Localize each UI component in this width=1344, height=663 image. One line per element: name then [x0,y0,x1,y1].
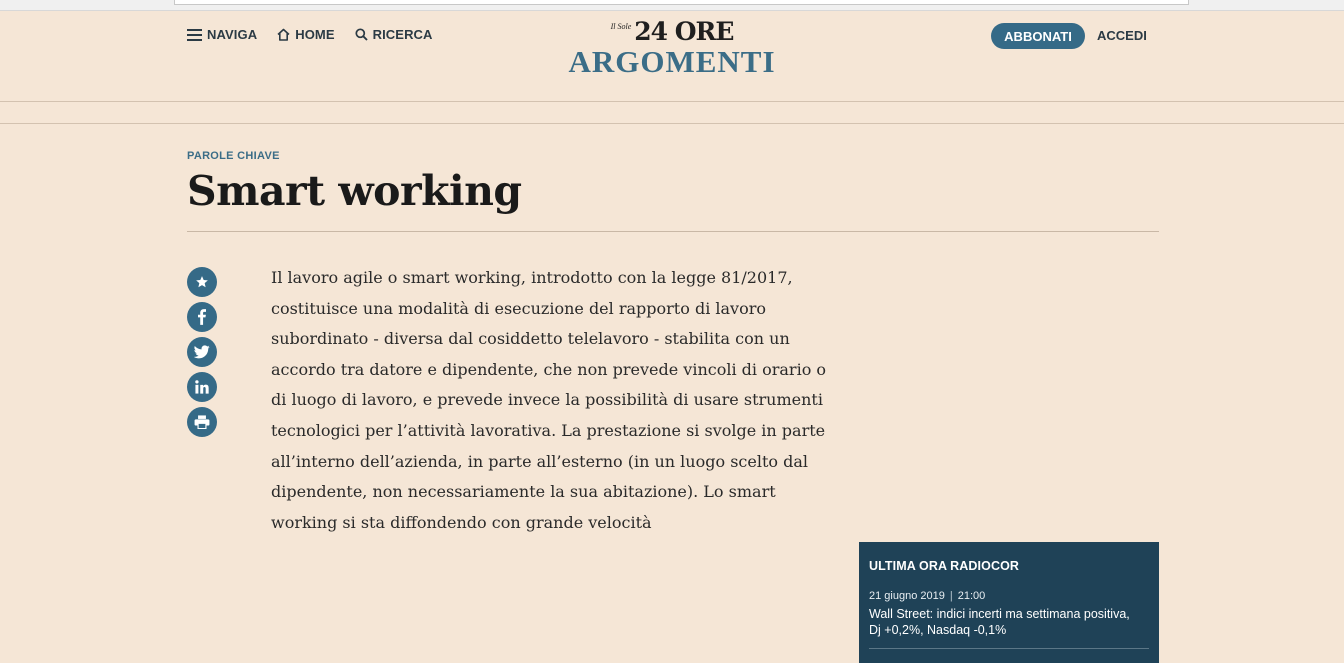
star-icon [195,275,209,289]
share-toolbar [187,267,217,437]
logo-name: 24 ORE [634,17,734,46]
radiocor-title[interactable]: ULTIMA ORA RADIOCOR [869,559,1020,573]
section-kicker[interactable]: PAROLE CHIAVE [187,150,280,162]
subscribe-button[interactable]: ABBONATI [991,23,1085,49]
title-divider [187,231,1159,232]
address-bar-edge[interactable] [174,0,1189,5]
home-icon [277,28,290,41]
radiocor-date: 21 giugno 2019 [869,590,945,602]
print-button[interactable] [187,407,217,437]
linkedin-share-button[interactable] [187,372,217,402]
hamburger-icon [187,29,202,41]
ricerca-button[interactable] [355,27,433,42]
site-logo[interactable] [560,18,784,78]
ricerca-label: RICERCA [372,27,433,42]
linkedin-icon [195,380,209,394]
radiocor-widget [859,542,1159,663]
print-icon [194,415,210,429]
logo-small-text: Il Sole [610,22,632,31]
page-title: Smart working [187,167,522,215]
radiocor-separator: | [949,590,953,602]
login-link[interactable]: ACCEDI [1097,28,1147,43]
radiocor-headline-link[interactable]: Wall Street: indici incerti ma settimana positiva, Dj +0,2%, Nasdaq -0,1% [869,607,1130,637]
naviga-button[interactable] [187,27,257,42]
home-link[interactable] [277,27,334,42]
main-nav [187,27,433,42]
twitter-icon [194,345,210,359]
site-header [0,10,1344,102]
facebook-icon [195,309,209,325]
facebook-share-button[interactable] [187,302,217,332]
radiocor-divider [869,648,1149,649]
naviga-label: NAVIGA [207,27,258,42]
search-icon [355,28,368,41]
article-body: Il lavoro agile o smart working, introdotto con la legge 81/2017, costituisce una modalità di esecuzione del rapporto di lavoro subordinato - diversa dal cosiddetto telelavoro - stabilita con un accordo tra datore e dipendente, che non prevede vincoli di orario o di luogo di lavoro, e prevede invece la possibilità di usare strumenti tecnologici per l’attività lavorativa. La prestazione si svolge in parte all’interno dell’azienda, in parte all’esterno (in un luogo scelto dal dipendente, non necessariamente la sua abitazione). Lo smart working si sta diffondendo con grande velocità [271,268,827,532]
radiocor-time: 21:00 [957,590,986,602]
section-name: ARGOMENTI [568,44,776,79]
radiocor-timestamp [869,590,985,602]
twitter-share-button[interactable] [187,337,217,367]
bookmark-button[interactable] [187,267,217,297]
home-label: HOME [295,27,335,42]
header-divider [0,123,1344,124]
